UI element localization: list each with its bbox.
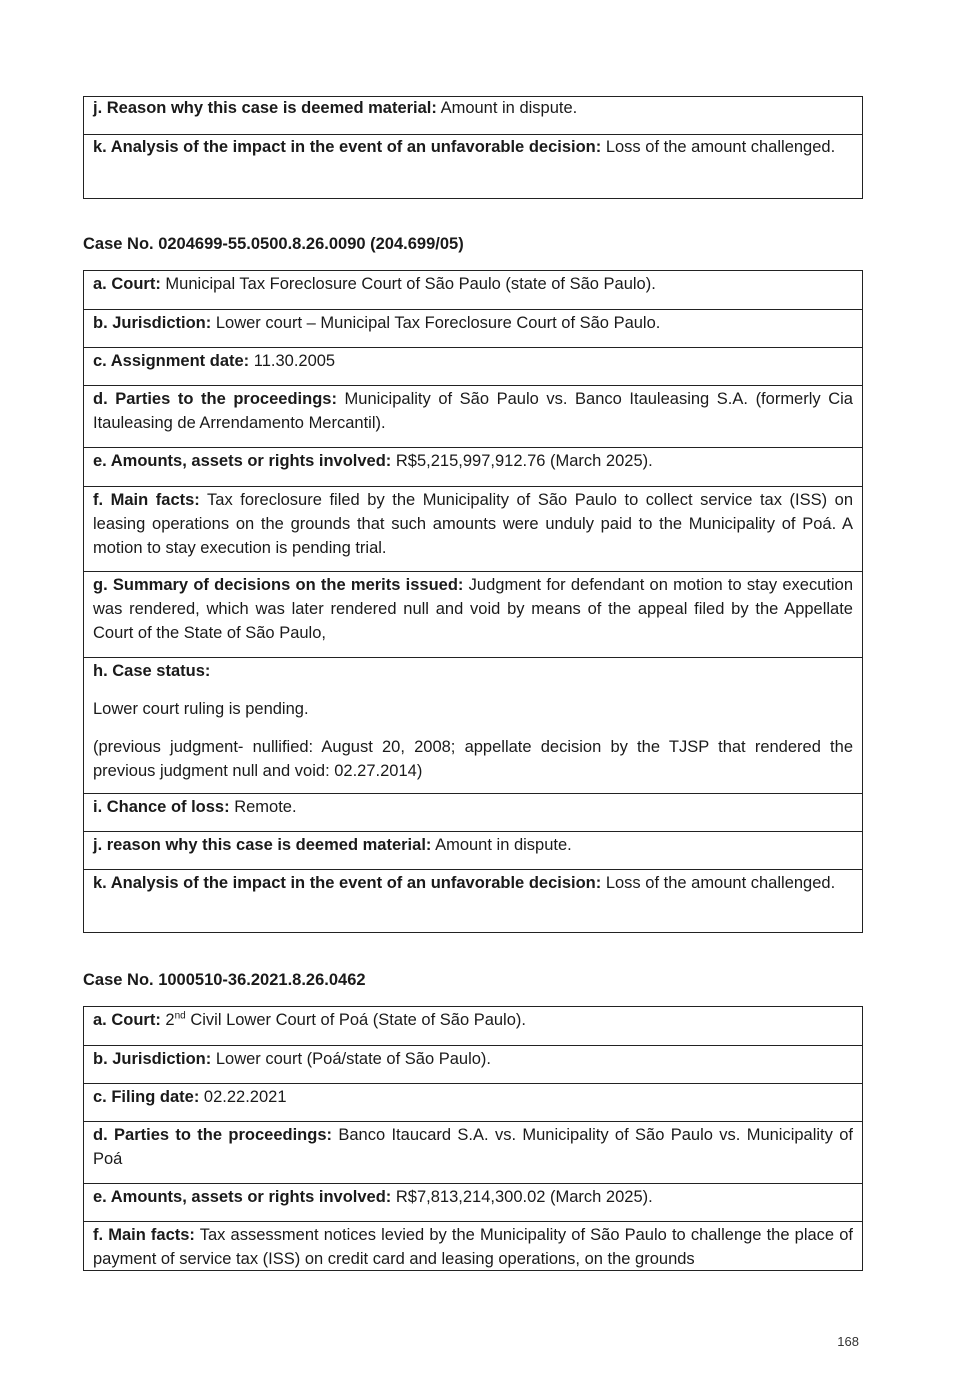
row-e-amounts: e. Amounts, assets or rights involved: R$7,813,214,300.02 (March 2025). [84,1184,862,1222]
row-a-court: a. Court: Municipal Tax Foreclosure Court of São Paulo (state of São Paulo). [84,271,862,310]
row-i-chance-of-loss: i. Chance of loss: Remote. [84,794,862,832]
row-f-main-facts: f. Main facts: Tax assessment notices levied by the Municipality of São Paulo to challenge the place of payment of service tax (ISS) on credit card and leasing operations, on the grounds [93,1226,853,1268]
previous-case-table [83,96,863,199]
row-j: j. Reason why this case is deemed material: Amount in dispute. [84,97,862,135]
row-b-jurisdiction: b. Jurisdiction: Lower court (Poá/state of São Paulo). [84,1046,862,1084]
case-1-table [83,270,863,933]
row-g-decisions-summary: g. Summary of decisions on the merits issued: Judgment for defendant on motion to stay execution was rendered, which was later rendered null and void by means of the appeal filed by the Appellate Court of the State of São Paulo, [84,572,862,658]
row-c-filing-date: c. Filing date: 02.22.2021 [84,1084,862,1122]
row-e-amounts: e. Amounts, assets or rights involved: R$5,215,997,912.76 (March 2025). [84,448,862,487]
case-2-table [83,1006,863,1271]
row-j-materiality: j. reason why this case is deemed material: Amount in dispute. [84,832,862,870]
row-f-main-facts: f. Main facts: Tax foreclosure filed by the Municipality of São Paulo to collect service tax (ISS) on leasing operations on the grounds that such amounts were unduly paid to the Municipality of Poá. A motion to stay execution is pending trial. [84,487,862,572]
row-a-court: a. Court: 2nd Civil Lower Court of Poá (State of São Paulo). [84,1007,862,1046]
row-d-parties: d. Parties to the proceedings: Banco Itaucard S.A. vs. Municipality of São Paulo vs. Municipality of Poá [84,1122,862,1184]
case-2-title: Case No. 1000510-36.2021.8.26.0462 [83,971,366,989]
row-k-impact-analysis: k. Analysis of the impact in the event of an unfavorable decision: Loss of the amount challenged. [93,874,836,892]
row-b-jurisdiction: b. Jurisdiction: Lower court – Municipal Tax Foreclosure Court of São Paulo. [84,310,862,348]
case-1-title: Case No. 0204699-55.0500.8.26.0090 (204.699/05) [83,235,464,253]
row-k: k. Analysis of the impact in the event of an unfavorable decision: Loss of the amount challenged. [93,138,836,156]
row-d-parties: d. Parties to the proceedings: Municipality of São Paulo vs. Banco Itauleasing S.A. (formerly Cia Itauleasing de Arrendamento Mercantil). [84,386,862,448]
row-c-assignment-date: c. Assignment date: 11.30.2005 [84,348,862,386]
page-number: 168 [837,1334,859,1349]
row-h-case-status: h. Case status: Lower court ruling is pending. (previous judgment- nullified: August 20, 2008; appellate decision by the TJSP that rendered the previous judgment null and void: 02.27.2014) [84,658,862,794]
